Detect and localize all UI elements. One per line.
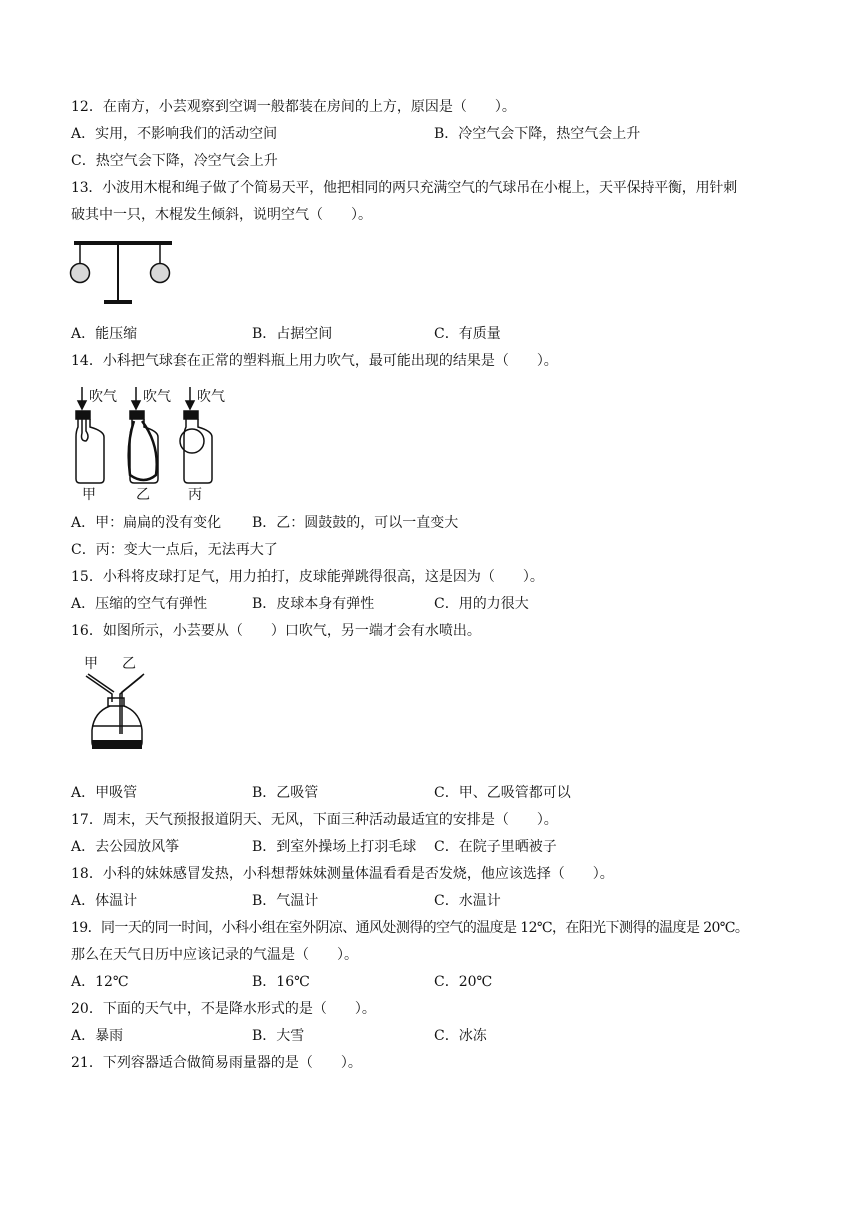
bottle-label-bing: 丙 xyxy=(188,487,202,503)
q20-option-a: A．暴雨 xyxy=(71,1028,124,1044)
q19-stem-line2: 那么在天气日历中应该记录的气温是（ ）。 xyxy=(71,947,358,963)
q18-option-b: B．气温计 xyxy=(252,893,319,909)
q14-option-c: C．丙：变大一点后，无法再大了 xyxy=(71,542,278,558)
q17-option-c: C．在院子里晒被子 xyxy=(434,839,557,855)
q13-stem-line1: 13．小波用木棍和绳子做了个简易天平，他把相同的两只充满空气的气球吊在小棍上，天平保持平衡，用针刺 xyxy=(71,180,738,196)
blow-label-2: 吹气 xyxy=(143,389,171,405)
q17-stem: 17．周末，天气预报报道阴天、无风，下面三种活动最适宜的安排是（ ）。 xyxy=(71,812,558,828)
q16-option-c: C．甲、乙吸管都可以 xyxy=(434,785,571,801)
q12-option-b: B．冷空气会下降，热空气会上升 xyxy=(434,126,641,142)
q19-option-c: C．20℃ xyxy=(434,974,493,990)
q13-stem-line2: 破其中一只，木棍发生倾斜，说明空气（ ）。 xyxy=(71,207,372,223)
blow-label-3: 吹气 xyxy=(197,389,225,405)
q20-option-c: C．冰冻 xyxy=(434,1028,487,1044)
q18-stem: 18．小科的妹妹感冒发热，小科想帮妹妹测量体温看看是否发烧，他应该选择（ ）。 xyxy=(71,866,614,882)
sprayer-figure xyxy=(80,654,160,764)
blow-label-1: 吹气 xyxy=(89,389,117,405)
bottle-label-yi: 乙 xyxy=(136,487,150,503)
q13-option-c: C．有质量 xyxy=(434,326,501,342)
q12-option-c: C．热空气会下降，冷空气会上升 xyxy=(71,153,278,169)
q20-stem: 20．下面的天气中，不是降水形式的是（ ）。 xyxy=(71,1001,376,1017)
q18-option-c: C．水温计 xyxy=(434,893,501,909)
right-balloon-icon xyxy=(151,264,170,283)
q19-stem-line1: 19．同一天的同一时间，小科小组在室外阴凉、通风处测得的空气的温度是 12℃，在阳光下测得的温度是 20℃。 xyxy=(71,920,749,936)
left-balloon-icon xyxy=(71,264,90,283)
q15-option-a: A．压缩的空气有弹性 xyxy=(71,596,208,612)
q14-option-a: A．甲：扁扁的没有变化 xyxy=(71,515,222,531)
q15-option-b: B．皮球本身有弹性 xyxy=(252,596,375,612)
q14-stem: 14．小科把气球套在正常的塑料瓶上用力吹气，最可能出现的结果是（ ）。 xyxy=(71,353,558,369)
q17-option-a: A．去公园放风筝 xyxy=(71,839,180,855)
q21-stem: 21．下列容器适合做简易雨量器的是（ ）。 xyxy=(71,1055,362,1071)
q13-option-a: A．能压缩 xyxy=(71,326,138,342)
q16-option-a: A．甲吸管 xyxy=(71,785,138,801)
straw-label-yi: 乙 xyxy=(122,656,136,672)
bottle-label-jia: 甲 xyxy=(82,487,96,503)
q20-option-b: B．大雪 xyxy=(252,1028,305,1044)
q19-option-a: A．12℃ xyxy=(71,974,129,990)
q16-option-b: B．乙吸管 xyxy=(252,785,319,801)
q18-option-a: A．体温计 xyxy=(71,893,138,909)
straw-label-jia: 甲 xyxy=(84,656,98,672)
q12-stem: 12．在南方，小芸观察到空调一般都装在房间的上方，原因是（ ）。 xyxy=(71,99,516,115)
q14-option-b: B．乙：圆鼓鼓的，可以一直变大 xyxy=(252,515,459,531)
bottles-figure xyxy=(74,385,238,503)
q12-option-a: A．实用，不影响我们的活动空间 xyxy=(71,126,278,142)
q13-option-b: B．占据空间 xyxy=(252,326,333,342)
q17-option-b: B．到室外操场上打羽毛球 xyxy=(252,839,417,855)
q15-stem: 15．小科将皮球打足气，用力拍打，皮球能弹跳得很高，这是因为（ ）。 xyxy=(71,569,544,585)
q15-option-c: C．用的力很大 xyxy=(434,596,529,612)
q16-stem: 16．如图所示，小芸要从（ ）口吹气，另一端才会有水喷出。 xyxy=(71,623,481,639)
q19-option-b: B．16℃ xyxy=(252,974,310,990)
balance-figure xyxy=(68,236,178,312)
